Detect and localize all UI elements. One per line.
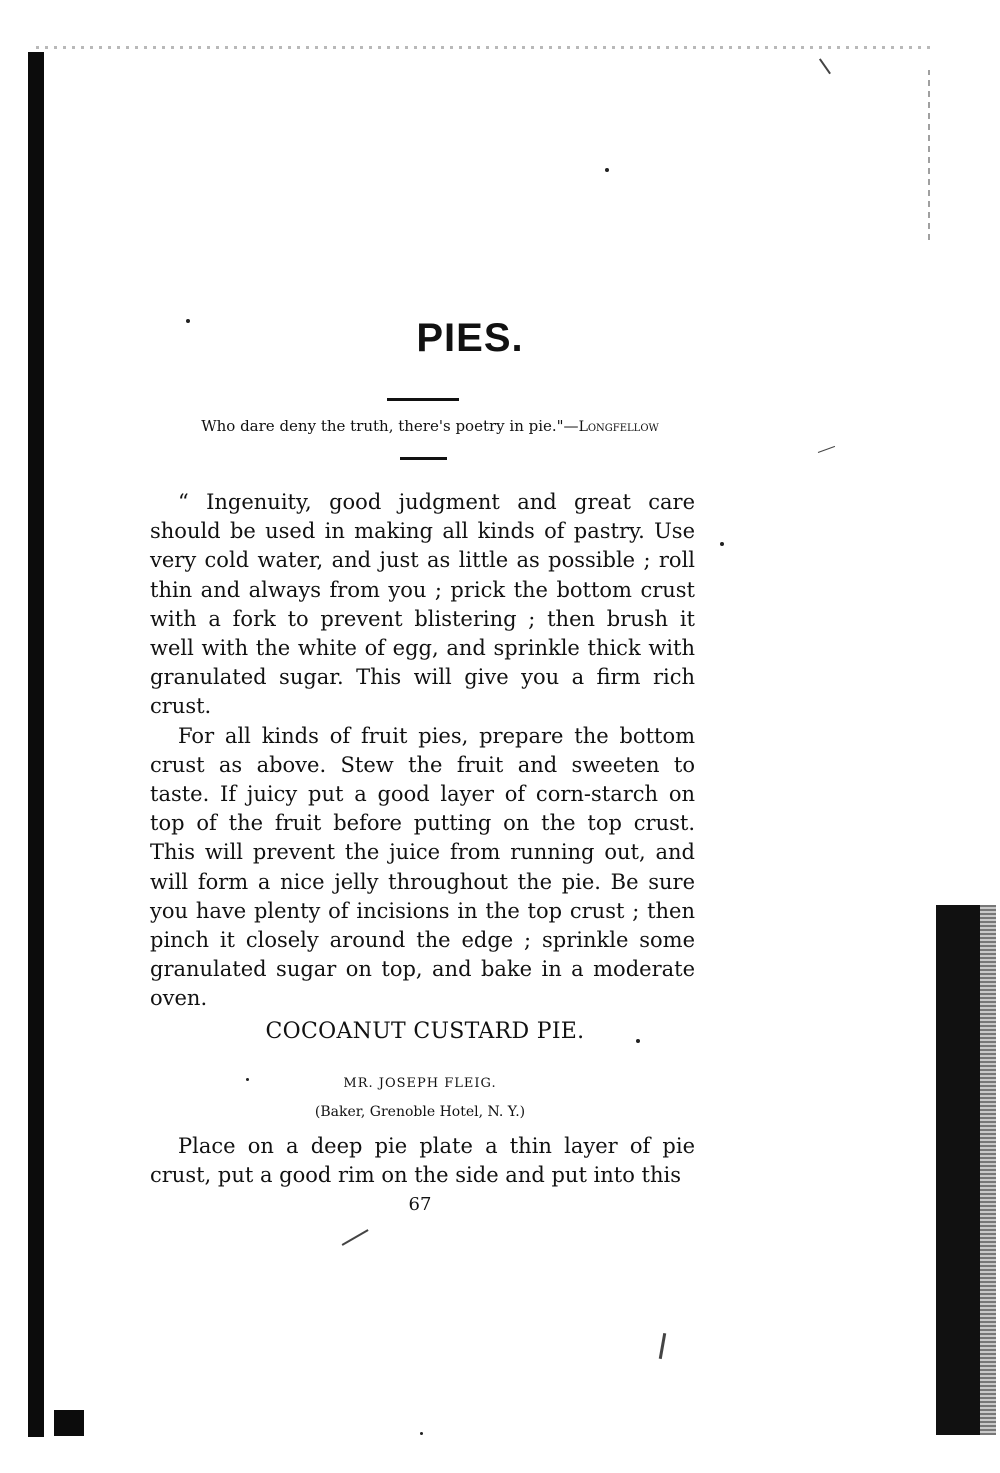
- page-number: 67: [408, 1194, 432, 1215]
- binding-edge-foot: [54, 1410, 84, 1436]
- scratch: [659, 1333, 666, 1359]
- speck: [720, 542, 724, 546]
- scratch: [342, 1229, 369, 1245]
- paragraph: Place on a deep pie plate a thin layer of pie crust, put a good rim on the side and put into this: [150, 1134, 695, 1188]
- speck: [420, 1432, 423, 1435]
- top-edge-noise: [36, 46, 936, 49]
- right-dark-block: [936, 905, 980, 1435]
- binding-edge: [28, 52, 44, 1437]
- epigraph-author: Longfellow: [578, 419, 659, 435]
- right-dark-strip: [980, 905, 996, 1435]
- recipe-heading: COCOANUT CUSTARD PIE.: [265, 1019, 585, 1044]
- recipe-contributor: MR. JOSEPH FLEIG.: [343, 1076, 497, 1091]
- intro-text: [150, 488, 695, 1014]
- scratch: [819, 58, 831, 74]
- epigraph-rule: [400, 457, 447, 460]
- page-title: PIES.: [416, 316, 524, 360]
- epigraph: [150, 417, 710, 435]
- epigraph-quote: Who dare deny the truth, there's poetry in pie."—: [201, 417, 579, 435]
- title-rule: [387, 398, 459, 401]
- speck: [605, 168, 609, 172]
- scratch: [818, 446, 835, 453]
- paragraph: “ Ingenuity, good judgment and great care should be used in making all kinds of pastry. Use very cold water, and just as little as possible ; roll thin and always from you ; prick the bottom crust with a fork to prevent blistering ; then brush it well with the white of egg, and sprinkle thick with granulated sugar. This will give you a firm rich crust.: [150, 490, 695, 719]
- right-edge-noise: [928, 70, 930, 240]
- paragraph: For all kinds of fruit pies, prepare the bottom crust as above. Stew the fruit and sweeten to taste. If juicy put a good layer of corn-starch on top of the fruit before putting on the top crust. This will prevent the juice from running out, and will form a nice jelly throughout the pie. Be sure you have plenty of incisions in the top crust ; then pinch it closely around the edge ; sprinkle some granulated sugar on top, and bake in a moderate oven.: [150, 723, 695, 1011]
- recipe-text: [150, 1132, 695, 1190]
- recipe-affiliation: (Baker, Grenoble Hotel, N. Y.): [314, 1104, 526, 1120]
- speck: [186, 319, 190, 323]
